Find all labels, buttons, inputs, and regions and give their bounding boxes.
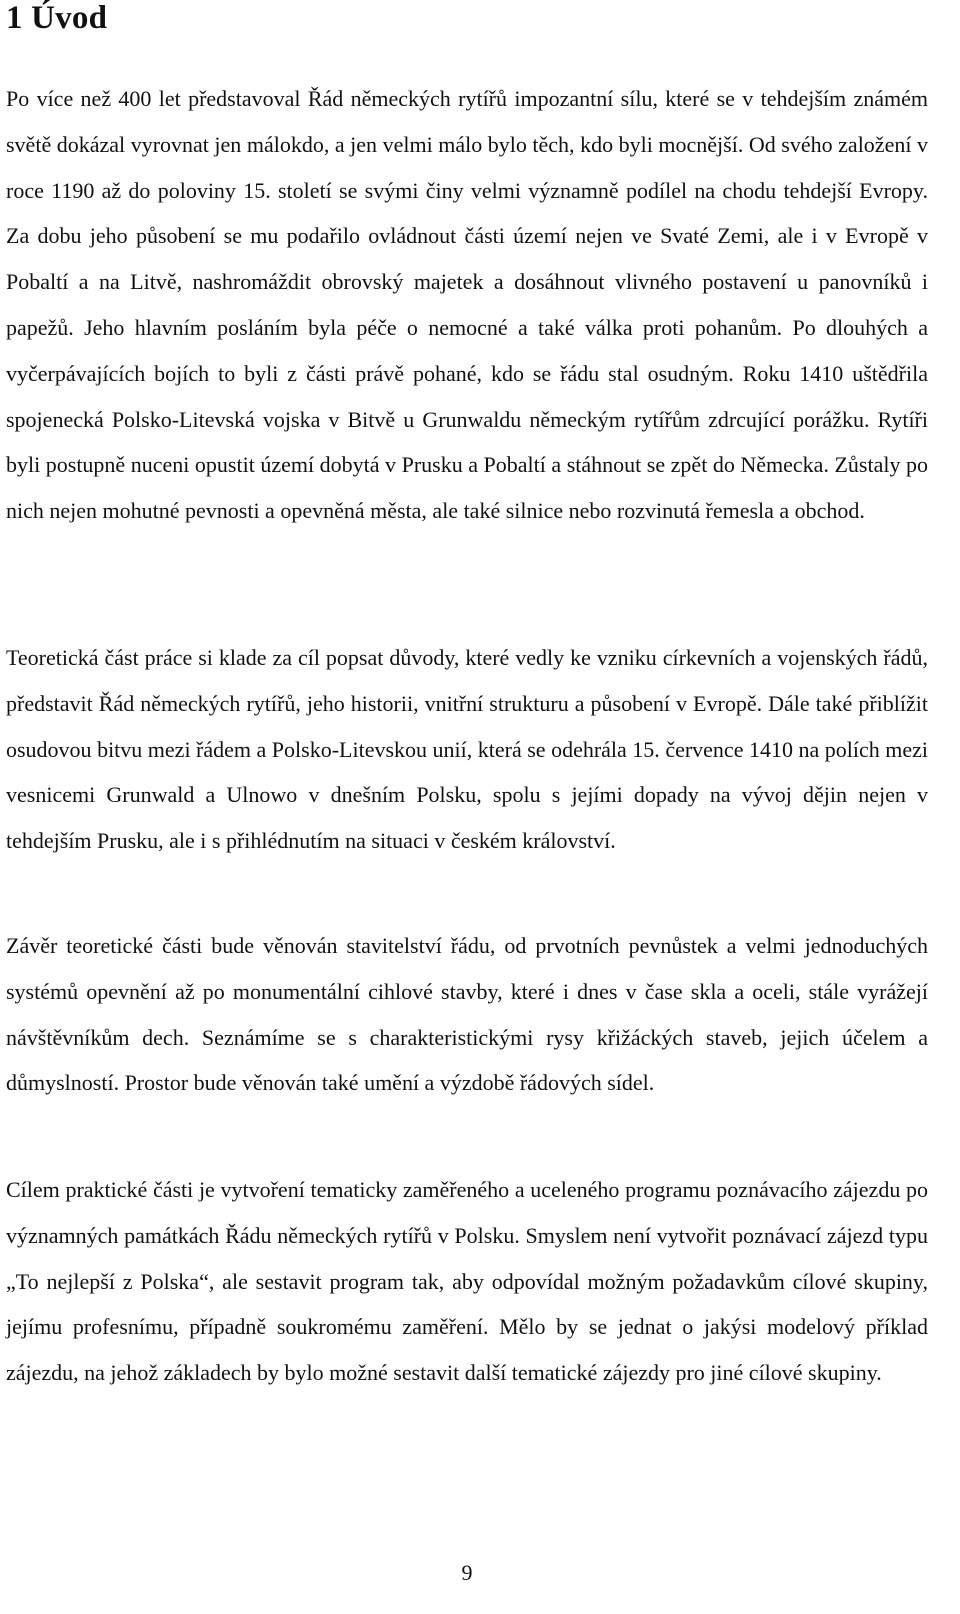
paragraph-practical-goals: Cílem praktické části je vytvoření tematicky zaměřeného a uceleného programu poznávacího zájezdu po významných památkách Řádu německých rytířů v Polsku. Smyslem není vytvořit poznávací zájezd typu „To nejlepší z Polska“, ale sestavit program tak, aby odpovídal možným požadavkům cílové skupiny, jejímu profesnímu, případně soukromému zaměření. Mělo by se jednat o jakýsi modelový příklad zájezdu, na jehož základech by bylo možné sestavit další tematické zájezdy pro jiné cílové skupiny. xyxy=(6,1177,928,1386)
page-number: 9 xyxy=(461,1560,473,1585)
paragraph-introduction: Po více než 400 let představoval Řád německých rytířů impozantní sílu, které se v tehdejším známém světě dokázal vyrovnat jen málokdo, a jen velmi málo bylo těch, kdo byli mocnější. Od svého založení v roce 1190 až do poloviny 15. století se svými činy velmi významně podílel na chodu tehdejší Evropy. Za dobu jeho působení se mu podařilo ovládnout části území nejen ve Svaté Zemi, ale i v Evropě v Pobaltí a na Litvě, nashromáždit obrovský majetek a dosáhnout vlivného postavení u panovníků i papežů. Jeho hlavním posláním byla péče o nemocné a také válka proti pohanům. Po dlouhých a vyčerpávajících bojích to byli z části právě pohané, kdo se řádu stal osudným. Roku 1410 uštědřila spojenecká Polsko-Litevská vojska v Bitvě u Grunwaldu německým rytířům zdrcující porážku. Rytíři byli postupně nuceni opustit území dobytá v Prusku a Pobaltí a stáhnout se zpět do Německa. Zůstaly po nich nejen mohutné pevnosti a opevněná města, ale také silnice nebo rozvinutá řemesla a obchod. xyxy=(6,86,928,524)
paragraph-architecture: Závěr teoretické části bude věnován stavitelství řádu, od prvotních pevnůstek a velmi jednoduchých systémů opevnění až po monumentální cihlové stavby, které i dnes v čase skla a oceli, stále vyrážejí návštěvníkům dech. Seznámíme se s charakteristickými rysy křižáckých staveb, jejich účelem a důmyslností. Prostor bude věnován také umění a výzdobě řádových sídel. xyxy=(6,933,928,1096)
paragraph-theoretical-goals: Teoretická část práce si klade za cíl popsat důvody, které vedly ke vzniku církevních a vojenských řádů, představit Řád německých rytířů, jeho historii, vnitřní strukturu a působení v Evropě. Dále také přiblížit osudovou bitvu mezi řádem a Polsko-Litevskou unií, která se odehrála 15. července 1410 na polích mezi vesnicemi Grunwald a Ulnowo v dnešním Polsku, spolu s jejími dopady na vývoj dějin nejen v tehdejším Prusku, ale i s přihlédnutím na situaci v českém království. xyxy=(6,645,928,854)
chapter-heading: 1 Úvod xyxy=(6,0,108,36)
